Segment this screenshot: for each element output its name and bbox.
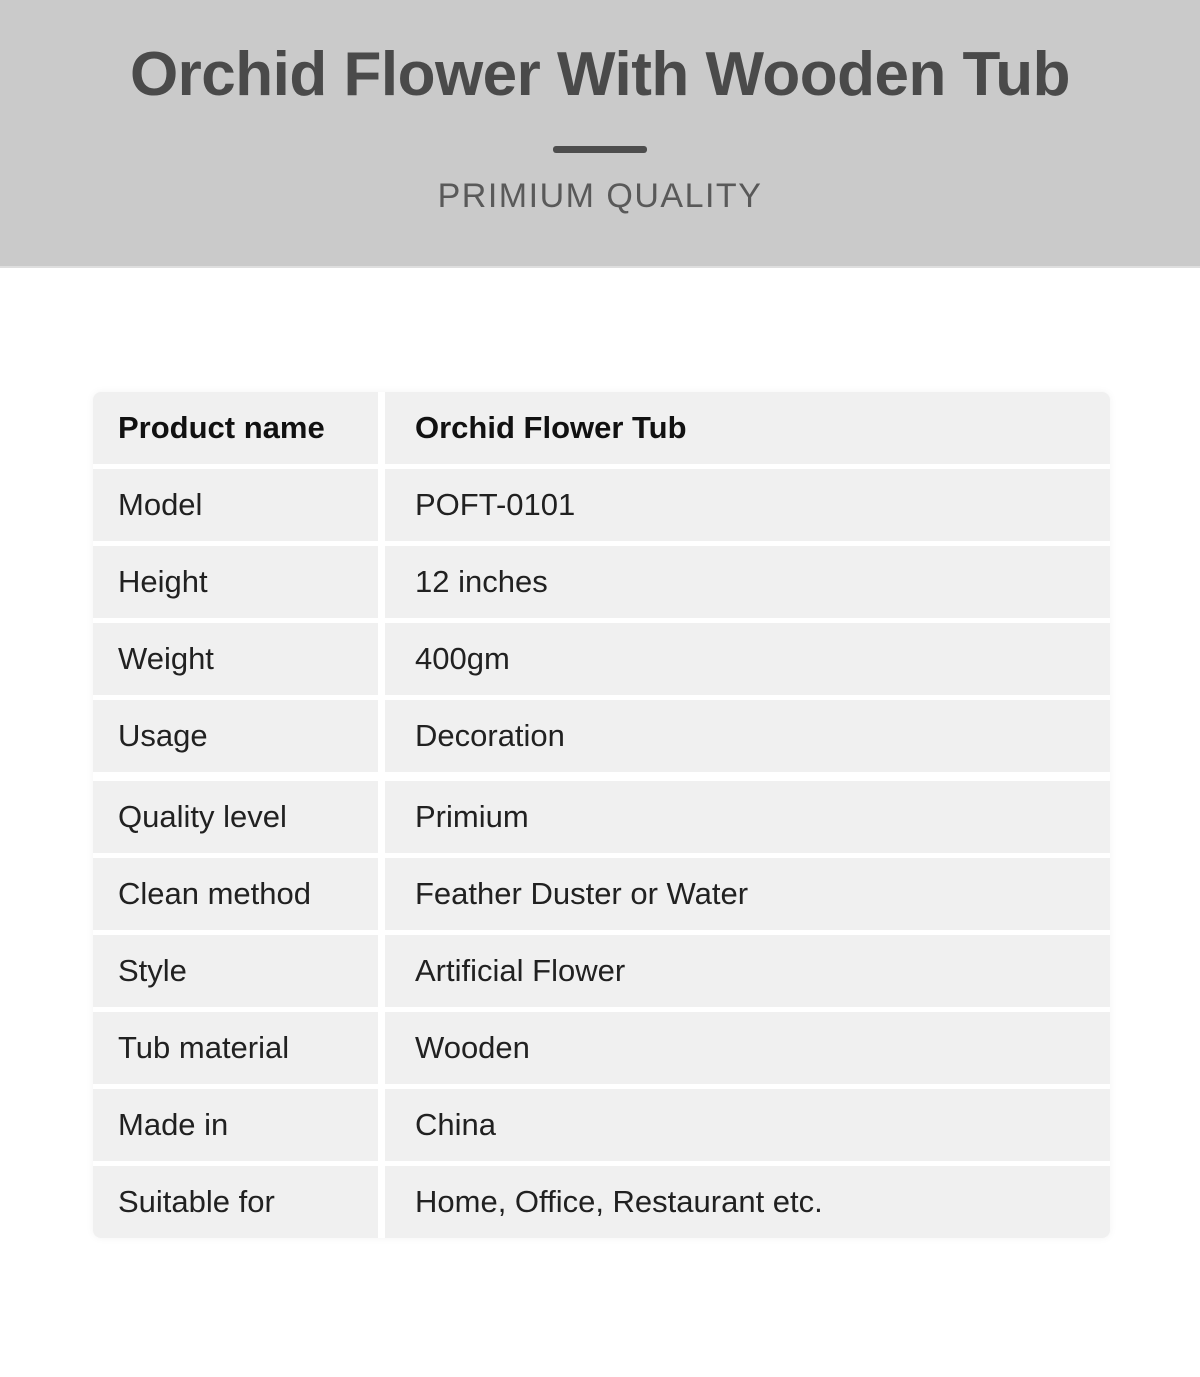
spec-label-cell: Tub material: [93, 1012, 378, 1084]
spec-label-cell: Quality level: [93, 781, 378, 853]
spec-label-cell: Made in: [93, 1089, 378, 1161]
content-area: [0, 268, 1200, 1238]
table-row: [93, 1089, 1110, 1161]
spec-label-cell: Clean method: [93, 858, 378, 930]
table-row: [93, 546, 1110, 618]
table-row: [93, 623, 1110, 695]
spec-value-cell: Wooden: [385, 1012, 1110, 1084]
spec-label-cell: Style: [93, 935, 378, 1007]
spec-value-cell: Feather Duster or Water: [385, 858, 1110, 930]
header-banner: [0, 0, 1200, 268]
table-row: [93, 1166, 1110, 1238]
quality-subtitle: PRIMIUM QUALITY: [437, 177, 763, 215]
spec-table: [93, 392, 1110, 1238]
table-row: [93, 935, 1110, 1007]
spec-label-cell: Product name: [93, 392, 378, 464]
spec-label-cell: Height: [93, 546, 378, 618]
table-row: [93, 700, 1110, 772]
table-row: [93, 392, 1110, 464]
table-row: [93, 1012, 1110, 1084]
table-row: [93, 858, 1110, 930]
spec-value-cell: Decoration: [385, 700, 1110, 772]
spec-value-cell: 12 inches: [385, 546, 1110, 618]
spec-label-cell: Usage: [93, 700, 378, 772]
title-divider: [553, 146, 647, 153]
table-row: [93, 781, 1110, 853]
spec-label-cell: Suitable for: [93, 1166, 378, 1238]
spec-value-cell: POFT-0101: [385, 469, 1110, 541]
spec-value-cell: 400gm: [385, 623, 1110, 695]
spec-value-cell: Artificial Flower: [385, 935, 1110, 1007]
product-title: Orchid Flower With Wooden Tub: [129, 40, 1071, 109]
table-row: [93, 469, 1110, 541]
spec-value-cell: Primium: [385, 781, 1110, 853]
spec-label-cell: Model: [93, 469, 378, 541]
spec-value-cell: Orchid Flower Tub: [385, 392, 1110, 464]
spec-value-cell: China: [385, 1089, 1110, 1161]
spec-value-cell: Home, Office, Restaurant etc.: [385, 1166, 1110, 1238]
spec-label-cell: Weight: [93, 623, 378, 695]
